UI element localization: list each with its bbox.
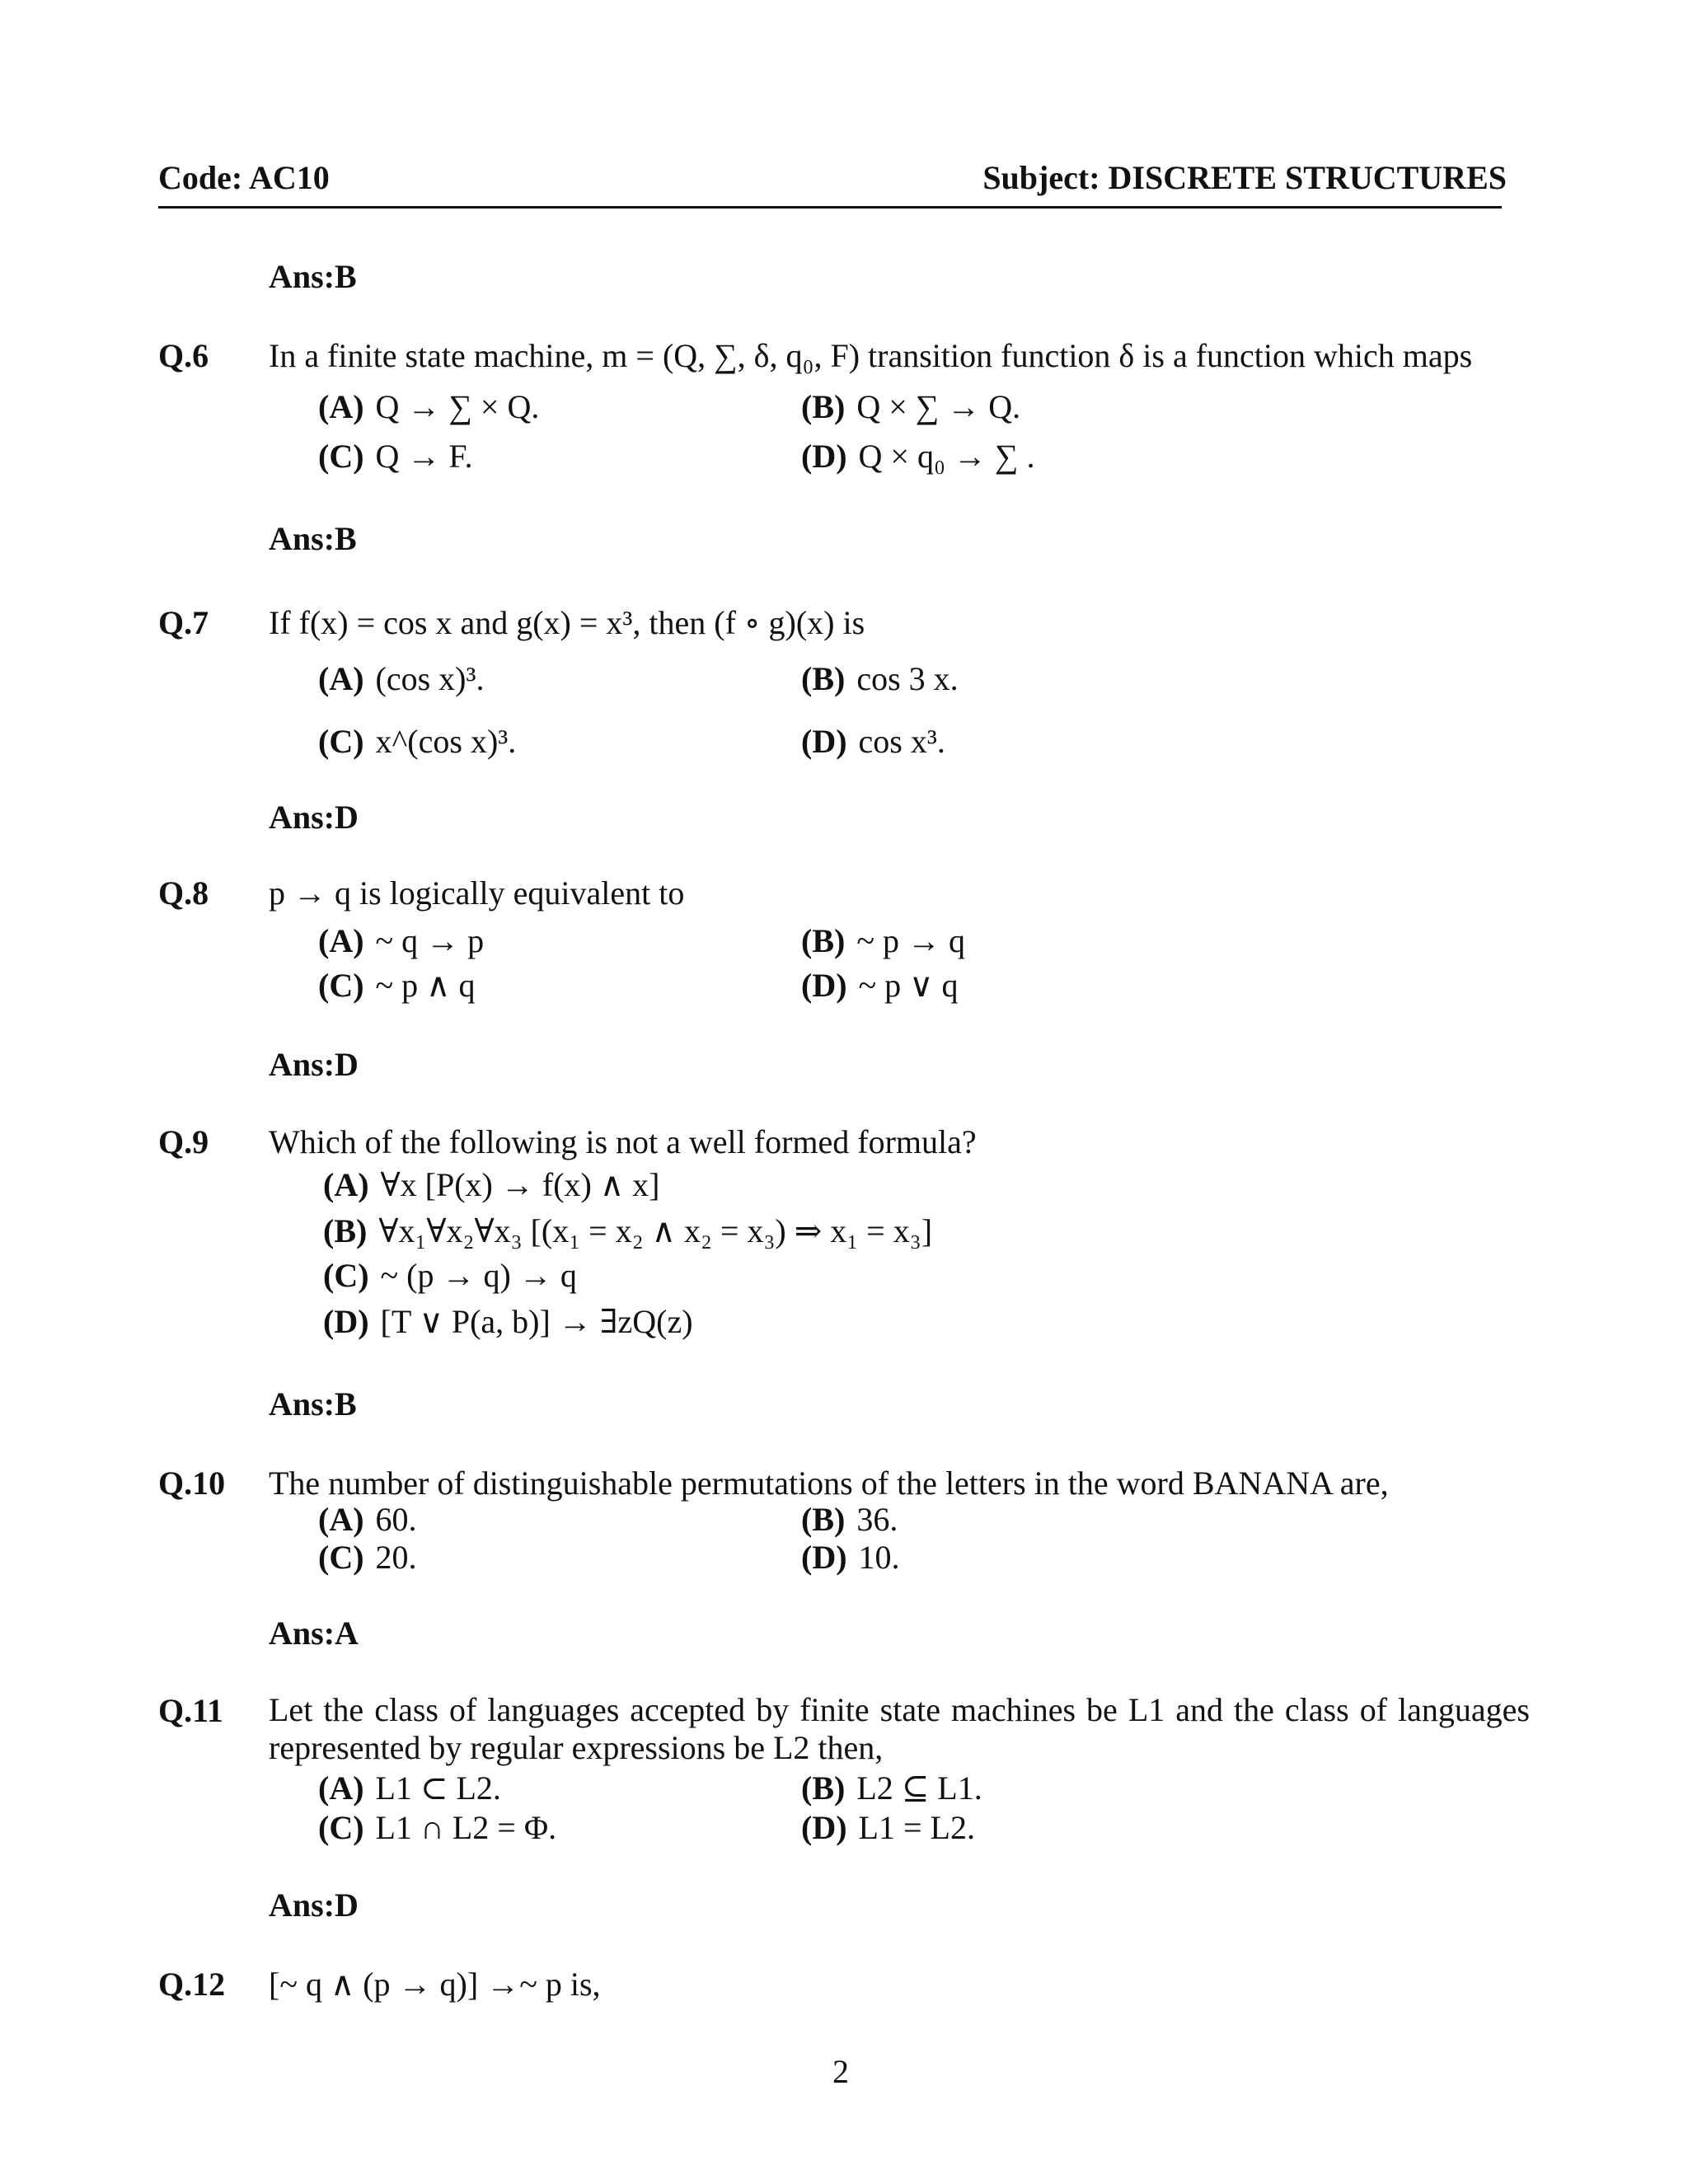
- option-label: (D): [801, 1809, 847, 1846]
- option-c: [318, 1808, 556, 1847]
- question-number: Q.10: [158, 1465, 226, 1502]
- option-b: [801, 387, 1020, 426]
- question-number: Q.7: [158, 604, 209, 641]
- answer: Ans:A: [269, 1615, 359, 1652]
- option-text: L2 ⊆ L1.: [856, 1769, 982, 1807]
- option-text: ∀x [P(x) → f(x) ∧ x]: [380, 1166, 660, 1203]
- option-d: [801, 966, 958, 1005]
- option-a: [318, 659, 484, 698]
- option-a: [318, 1500, 417, 1539]
- answer: Ans:D: [269, 1886, 359, 1924]
- option-d: [801, 722, 945, 761]
- option-b: [801, 921, 965, 960]
- header-subject: Subject: DISCRETE STRUCTURES: [982, 159, 1507, 196]
- answer-previous: Ans:B: [269, 258, 357, 295]
- option-d: [801, 1808, 975, 1847]
- option-text: 36.: [856, 1501, 898, 1538]
- answer: Ans:D: [269, 1046, 359, 1083]
- option-text: ~ p → q: [856, 922, 965, 959]
- option-label: (B): [801, 922, 846, 959]
- option-label: (D): [801, 438, 847, 475]
- page-number: 2: [832, 2053, 849, 2090]
- option-text: Q → F.: [375, 438, 473, 475]
- question-text: Let the class of languages accepted by finite state machines be L1 and the class of languages represented by regular expressions be L2 then,: [269, 1691, 1530, 1766]
- option-text: (cos x)³.: [375, 660, 485, 697]
- question-text: Which of the following is not a well formed formula?: [269, 1123, 977, 1160]
- option-label: (C): [318, 723, 364, 760]
- option-text: L1 = L2.: [858, 1809, 975, 1846]
- option-b: [801, 1500, 898, 1539]
- option-c: [318, 722, 516, 761]
- option-c: [318, 1538, 417, 1577]
- option-c: [323, 1256, 577, 1295]
- option-text: ∀x₁∀x₂∀x₃ [(x₁ = x₂ ∧ x₂ = x₃) ⇒ x₁ = x₃]: [378, 1212, 933, 1249]
- option-c: [318, 437, 472, 476]
- option-label: (A): [318, 1501, 364, 1538]
- option-text: Q → ∑ × Q.: [375, 388, 540, 425]
- option-label: (C): [323, 1257, 369, 1294]
- option-text: 20.: [375, 1539, 417, 1576]
- answer: Ans:D: [269, 799, 359, 836]
- option-label: (D): [323, 1303, 369, 1340]
- answer: Ans:B: [269, 1385, 357, 1422]
- option-label: (A): [318, 660, 364, 697]
- question-text: p → q is logically equivalent to: [269, 874, 685, 912]
- option-label: (A): [323, 1166, 369, 1203]
- option-a: [323, 1165, 659, 1204]
- option-text: ~ p ∧ q: [375, 967, 476, 1004]
- option-text: cos 3 x.: [856, 660, 959, 697]
- question-text: [~ q ∧ (p → q)] →~ p is,: [269, 1966, 601, 2003]
- option-text: 60.: [375, 1501, 417, 1538]
- option-label: (A): [318, 1769, 364, 1807]
- option-label: (C): [318, 967, 364, 1004]
- question-number: Q.8: [158, 874, 209, 912]
- answer: Ans:B: [269, 520, 357, 557]
- option-label: (D): [801, 1539, 847, 1576]
- option-label: (C): [318, 1539, 364, 1576]
- option-text: ~ (p → q) → q: [380, 1257, 577, 1294]
- option-text: x^(cos x)³.: [375, 723, 517, 760]
- option-text: 10.: [858, 1539, 900, 1576]
- option-label: (B): [801, 388, 846, 425]
- question-number: Q.6: [158, 337, 209, 374]
- question-number: Q.9: [158, 1123, 209, 1160]
- option-label: (A): [318, 388, 364, 425]
- option-text: L1 ∩ L2 = Φ.: [375, 1809, 557, 1846]
- option-label: (B): [323, 1212, 368, 1249]
- option-d: [323, 1302, 693, 1341]
- option-label: (D): [801, 967, 847, 1004]
- option-b: [323, 1212, 932, 1250]
- header-code: Code: AC10: [158, 159, 330, 196]
- option-a: [318, 1769, 501, 1807]
- option-c: [318, 966, 475, 1005]
- question-number: Q.12: [158, 1966, 226, 2003]
- option-text: [T ∨ P(a, b)] → ∃zQ(z): [380, 1303, 693, 1340]
- option-label: (C): [318, 438, 364, 475]
- option-label: (B): [801, 1769, 846, 1807]
- option-text: L1 ⊂ L2.: [375, 1769, 501, 1807]
- option-text: ~ q → p: [375, 922, 485, 959]
- option-label: (A): [318, 922, 364, 959]
- option-label: (D): [801, 723, 847, 760]
- option-label: (B): [801, 1501, 846, 1538]
- option-text: cos x³.: [858, 723, 945, 760]
- question-text: In a finite state machine, m = (Q, ∑, δ, q₀, F) transition function δ is a function which maps: [269, 337, 1473, 374]
- option-a: [318, 921, 484, 960]
- option-text: Q × q₀ → ∑ .: [858, 438, 1035, 475]
- header-rule: [158, 206, 1502, 209]
- question-number: Q.11: [158, 1692, 223, 1729]
- question-text: The number of distinguishable permutations of the letters in the word BANANA are,: [269, 1465, 1389, 1502]
- option-d: [801, 1538, 900, 1577]
- question-text: If f(x) = cos x and g(x) = x³, then (f ∘ g)(x) is: [269, 604, 865, 641]
- option-a: [318, 387, 539, 426]
- option-text: ~ p ∨ q: [858, 967, 959, 1004]
- option-d: [801, 437, 1034, 476]
- option-label: (C): [318, 1809, 364, 1846]
- option-text: Q × ∑ → Q.: [856, 388, 1021, 425]
- option-b: [801, 659, 959, 698]
- option-label: (B): [801, 660, 846, 697]
- option-b: [801, 1769, 982, 1807]
